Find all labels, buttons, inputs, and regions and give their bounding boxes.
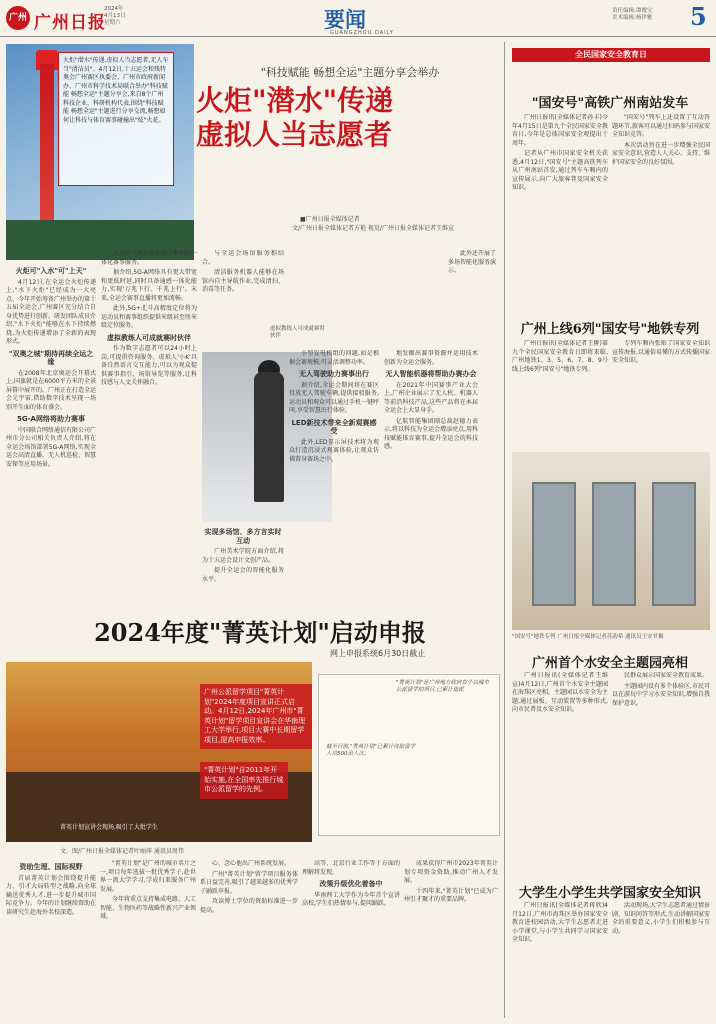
jingying-caption: 文、图/广州日报全媒体记者叶丽萍 通讯员周伟 [60, 848, 184, 855]
column-divider [504, 42, 505, 1018]
torch-photo-caption: 火炬"潜水"传递,虚拟人当志愿者,无人车当"清洁员"。4月12日,十五运会和残特奥会广州赛区执委会、广州市政府新闻办、广州市科学技术局联合举办"科技赋能 畅想全运"主题分享会,来自8个广州科技企业、科研机构代表,围绕"科技赋能 畅想全运"主题进行分享交流,畅想如何让科技与体育赛事碰撞出"炫"火花。 [58, 52, 174, 186]
torch-column-4: 小型发电机组的问题,而是根据会赛规模,可灵活调整功率。 无人驾驶助力赛事出行 据介绍,全运会期间将在赛区投放无人驾驶车辆,提供接驳服务,运动员和观众可以通过手机一键呼叫,享受智慧出行体验。 LED新技术带来全新观赛感受 此外,LED显示屏技术将为观众打造沉浸式观赛体验,让观众仿佛置身赛场之中。 [289, 350, 379, 463]
photo-credit: ■广州日报全媒体记者 [300, 216, 360, 223]
safety-day-banner: 全民国家安全教育日 [512, 48, 710, 62]
metro-train-column-b: 专列车厢内张贴了国家安全知识宣传海报,以通俗易懂的方式传播国家安全知识。 [612, 340, 710, 364]
jingying-column-2: "菁英计划"是广州的城市名片之一,项目每年选拔一批优秀学子,赴世界一流大学学习,学成归来服务广州发展。 今年将重点支持集成电路、人工智能、生物医药等战略性新兴产业领域。 [100, 860, 196, 920]
torch-column-6: 此外还开展了多场智能化服务演示。 [448, 250, 496, 274]
issue-date: 2024年 4月13日 星期六 [104, 6, 126, 26]
metro-train-photo [512, 452, 710, 630]
byline: 文/广州日报全媒体记者方艳 视觉/广州日报全媒体记者王维宣 [292, 225, 454, 232]
torch-column-3: 与全运会场馆服务相结合。 清洁服务机器人能够在场馆内自主导航作业,完成清扫、消毒等任务。 [202, 250, 284, 293]
newspaper-logo-icon: 广州 [6, 6, 30, 30]
torch-column-3b: 实现多场馆、多方言实时互动 广州美术学院方面介绍,将为十五运会设计文创产品。 提升全运会的智能化服务水平。 [202, 528, 284, 583]
masthead [0, 0, 716, 36]
water-safety-headline: 广州首个水安全主题园亮相 [531, 656, 688, 671]
students-learning-headline: 大学生小学生共学国家安全知识 [518, 886, 701, 901]
jingying-quote-1: "菁英计划"是广州地方政府首个以城市公派留学的项目,已累计选派 [396, 680, 490, 693]
jingying-column-5: 成果获得广州市2023年菁英计划专项资金资助,推动广州人才发展。 十四年来,"菁英计划"已成为广州引才聚才的重要品牌。 [404, 860, 498, 903]
section-title: 要闻 [324, 7, 366, 32]
page-number: 5 [690, 2, 707, 31]
water-safety-column-a: 广州日报讯(全媒体记者王维宣)4月12日,广州首个水安全主题园在海珠区亮相。主题园以水安全为主题,通过展板、互动装置等多种形式,向市民普及水安全知识。 [512, 672, 608, 713]
torch-column-2: 五运会三地办赛提供了便利的一体化赛事服务。 据介绍,5G-A网络具有更大带宽和更低时延,同时具备通感一体化能力,实现'万兆下行、千兆上行'。未来,全运会赛事直播将更加流畅。 此外,5G+北斗高精度定位将为运动员和赛事组织提供米级甚至厘米级定位服务。 虚拟教练人可成就赛时伙伴 作为数字志愿者可以24小时上岗,可提供咨询服务。虚拟人'小K'具备自然语言交互能力,可以为观众提供赛事指引、场馆导览等服务,让科技感与人文关怀融合。 [101, 250, 197, 386]
jingying-column-4: 高等、北京行业工作等于方面的理解将发现, 改策升级优化着备中 华南理工大学作为今年首个宣讲高校,学生们热情参与,提问踊跃。 [302, 860, 400, 907]
torch-headline: 火炬"潜水"传递 虚拟人当志愿者 [196, 84, 394, 151]
section-title-en: GUANGZHOU DAILY [330, 30, 394, 36]
jingying-column-3: 心、念心他出广州系统发展。 广州"菁英计划"留学项目服务体系日益完善,吸引了越来越多的优秀学子踊跃申报。 攻读博士学位的资助标准进一步提高。 [200, 860, 298, 914]
guoan-train-headline: "国安号"高铁广州南站发车 [531, 96, 689, 111]
jingying-quote-2: 截至目前,"菁英计划"已累计资助留学人员500余人次。 [326, 744, 416, 757]
guoan-train-column-a: 广州日报讯(全媒体记者孙丰)今年4月15日是第九个全民国家安全教育日,今年是总体国家安全观提出十周年。 记者从广州市国家安全机关获悉,4月12日,"国安号"主题高铁列车从广州南站首发,通过列车车厢内的宣传展示,向广大旅客普及国家安全知识。 [512, 114, 608, 191]
torch-column-5: 地发掘出赛事资源并运用技术创新为全运会服务。 无人智能机器将帮助办赛办会 在2021年中国赛事产业大会上,广州企业展示了无人机、机器人等前沿科技产品,这些产品将在本届全运会上大显身手。 亿航智能集团副总裁赵德力表示,将以科技为全运会增添亮点,用科技赋能体育赛事,提升全运会的科技感。 [384, 350, 478, 450]
students-learning-column-b: 活动现场,大学生志愿者通过情景剧、知识问答等形式,生动讲解国家安全的重要意义,小学生们积极参与互动。 [612, 902, 710, 935]
metro-train-column-a: 广州日报讯(全媒体记者王翀)第九个全民国家安全教育日即将来临,广州地铁1、3、5、6、7、8、9号线上线6列"国安号"地铁专列。 [512, 340, 608, 373]
metro-train-photo-caption: "国安号"地铁专列 广州日报全媒体记者苏韵希 通讯员王安君摄 [512, 634, 664, 640]
editors-credit: 责任编辑:谭俊宝 美术编辑:杨伊雅 [612, 8, 653, 21]
header-rule [0, 36, 716, 37]
jingying-subheadline: 网上申报系统6月30日截止 [330, 649, 426, 658]
guoan-train-column-b: "国安号"列车上还设置了互动答题环节,旅客可以通过扫码参与国家安全知识竞答。 本次活动旨在进一步增强全民国家安全意识,营造人人关心、支持、维护国家安全的良好氛围。 [612, 114, 710, 166]
students-learning-column-a: 广州日报讯(全媒体记者蒋欣)4月12日,广州市海珠区举办国家安全教育进校园活动,大学生志愿者走进小学课堂,与小学生共同学习国家安全知识。 [512, 902, 608, 943]
jingying-column-1: 资助生理、国际视野 首届菁英计划会围绕提升能力、引才大局转型之战略,向全球输送优秀人才,进一步提升城市国际竞争力。今年的计划继续资助在读研究生赴海外名校深造。 [6, 863, 96, 916]
robot-photo-caption: 虚拟教练人可成就赛时伙伴 [270, 326, 326, 339]
jingying-callout-1: 广州公派留学项目"菁英计划"2024年度项目宣讲正式启动。4月12日,2024年广州市"菁英计划"留学项目宣讲会在华南理工大学举行,项目大赛中长期留学项目,提高申报效率。 [200, 684, 312, 749]
jingying-callout-2: "菁英计划"自2011年开始实施,在全国率先推行城市公派留学的先例。 [200, 762, 288, 799]
jingying-headline: 2024年度"菁英计划"启动申报 [94, 618, 426, 647]
torch-column-1: 火炬可"入水"可"上天" 4月12日,在全运会火炬传递上,"水下火炬"已经成为一大亮点。今年开始筹备广州举办的第十五届全运会,广州赛区充分结合自身优势进行创新。研发团队成员介绍,"水下火炬"能够在水下持续燃烧,为火炬传递增添了全新的表现形式。 "双奥之城"期待再续全运之缘 在2008年北京奥运会开幕式上,国旗就是在6000平方米的全景屏幕中展开的。广州正在打造全运会元宇宙,借助数字技术呈现一场别开生面的体育盛会。 5G-A网络将助力赛事 中国联合网络通信有限公司广州市分公司相关负责人介绍,将在全运会场馆部署5G-A网络,实现全运会高清直播、无人机巡检、智慧安保等应用场景。 [6, 267, 96, 468]
newspaper-name: 广州日报 [34, 13, 106, 33]
torch-topic-line: "科技赋能 畅想全运"主题分享会举办 [260, 66, 440, 79]
metro-train-headline: 广州上线6列"国安号"地铁专列 [520, 322, 700, 337]
jingying-photo-inner-caption: 菁英计划宣讲会现场,吸引了大批学生 [60, 824, 158, 831]
water-safety-column-b: 民群众展示国家安全教育成果。 主题园内设有多个体验区,市民可以在游玩中学习水安全知识,增强自我保护意识。 [612, 672, 710, 707]
